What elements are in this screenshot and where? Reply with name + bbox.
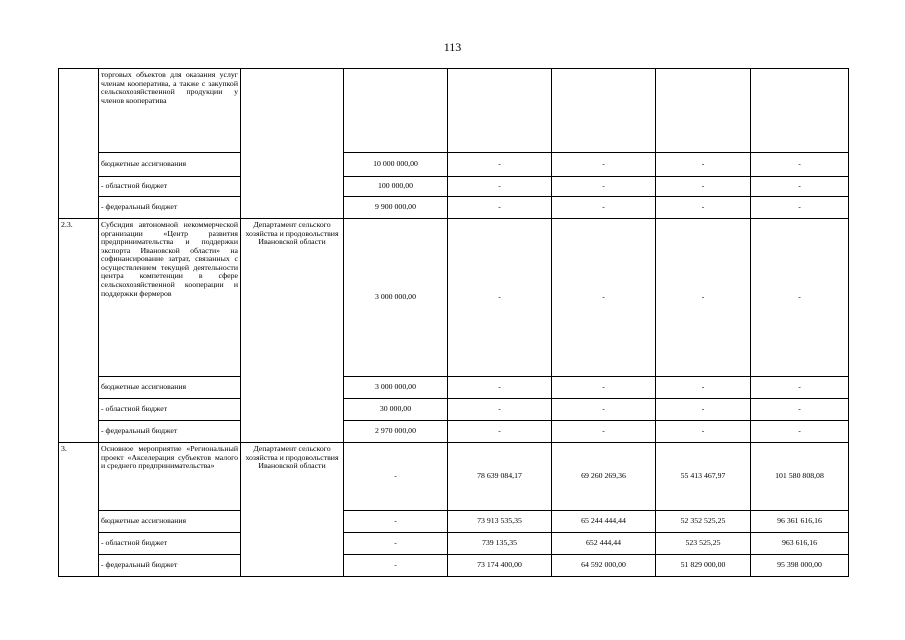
value-cell: 739 135,35	[448, 533, 552, 555]
row-number-cell	[59, 69, 99, 219]
value-cell: -	[448, 153, 552, 177]
value-cell: 10 000 000,00	[344, 153, 448, 177]
value-cell: -	[751, 197, 849, 219]
value-cell: 3 000 000,00	[344, 377, 448, 399]
funding-source-label: - областной бюджет	[99, 533, 241, 555]
row-number-cell: 3.	[59, 443, 99, 577]
value-cell: -	[344, 511, 448, 533]
value-cell: -	[656, 177, 751, 197]
activity-name-cell: торговых объектов для оказания услуг членам кооператива, а также с закупкой сельскохозяйственной продукции у членов кооператива	[99, 69, 241, 153]
value-cell: 30 000,00	[344, 399, 448, 421]
value-cell: -	[552, 197, 656, 219]
activity-name-cell: Основное мероприятие «Региональный проект «Акселерация субъектов малого и среднего предпринимательства»	[99, 443, 241, 511]
value-cell: -	[656, 377, 751, 399]
value-cell: -	[448, 399, 552, 421]
funding-source-label: - областной бюджет	[99, 177, 241, 197]
value-cell: 101 580 808,08	[751, 443, 849, 511]
value-cell	[448, 69, 552, 153]
value-cell: 523 525,25	[656, 533, 751, 555]
value-cell: 95 398 000,00	[751, 555, 849, 577]
value-cell: 64 592 000,00	[552, 555, 656, 577]
value-cell: -	[656, 421, 751, 443]
page-number: 113	[443, 40, 462, 54]
responsible-cell: Департамент сельского хозяйства и продовольствия Ивановской области	[241, 219, 344, 443]
value-cell	[751, 69, 849, 153]
value-cell: -	[448, 197, 552, 219]
value-cell: -	[552, 421, 656, 443]
value-cell: 73 174 400,00	[448, 555, 552, 577]
value-cell: 78 639 084,17	[448, 443, 552, 511]
table-subrow	[59, 153, 849, 177]
table-subrow	[59, 421, 849, 443]
table-subrow	[59, 177, 849, 197]
value-cell: -	[751, 421, 849, 443]
funding-source-label: бюджетные ассигнования	[99, 377, 241, 399]
funding-source-label: - областной бюджет	[99, 399, 241, 421]
value-cell: -	[344, 555, 448, 577]
value-cell: -	[552, 153, 656, 177]
value-cell	[552, 69, 656, 153]
value-cell	[344, 69, 448, 153]
value-cell: -	[751, 153, 849, 177]
table-subrow	[59, 555, 849, 577]
activity-name-cell: Субсидия автономной некоммерческой организации «Центр развития предпринимательства и поддержки экспорта Ивановской области» на софинансирование затрат, связанных с осуществлением текущей деятельности центра компетенции в сфере сельскохозяйственной кооперации и поддержки фермеров	[99, 219, 241, 377]
value-cell: 69 260 269,36	[552, 443, 656, 511]
value-cell: -	[656, 153, 751, 177]
responsible-cell	[241, 69, 344, 219]
value-cell: -	[751, 399, 849, 421]
table-row	[59, 219, 849, 377]
table-subrow	[59, 197, 849, 219]
value-cell: -	[751, 219, 849, 377]
value-cell: -	[656, 219, 751, 377]
value-cell: -	[552, 377, 656, 399]
value-cell: 100 000,00	[344, 177, 448, 197]
table-row	[59, 69, 849, 153]
value-cell: -	[448, 377, 552, 399]
value-cell: -	[448, 421, 552, 443]
budget-table	[58, 68, 849, 577]
value-cell: -	[448, 177, 552, 197]
value-cell: 73 913 535,35	[448, 511, 552, 533]
value-cell: 52 352 525,25	[656, 511, 751, 533]
value-cell: -	[344, 443, 448, 511]
value-cell: -	[344, 533, 448, 555]
value-cell	[656, 69, 751, 153]
value-cell: 55 413 467,97	[656, 443, 751, 511]
value-cell: 9 900 000,00	[344, 197, 448, 219]
table-subrow	[59, 511, 849, 533]
funding-source-label: - федеральный бюджет	[99, 421, 241, 443]
value-cell: -	[656, 399, 751, 421]
value-cell: -	[751, 377, 849, 399]
row-number-cell: 2.3.	[59, 219, 99, 443]
value-cell: -	[751, 177, 849, 197]
funding-source-label: бюджетные ассигнования	[99, 153, 241, 177]
table-row	[59, 443, 849, 511]
value-cell: 3 000 000,00	[344, 219, 448, 377]
funding-source-label: - федеральный бюджет	[99, 555, 241, 577]
value-cell: -	[552, 177, 656, 197]
value-cell: -	[656, 197, 751, 219]
value-cell: -	[552, 399, 656, 421]
value-cell: 2 970 000,00	[344, 421, 448, 443]
value-cell: 652 444,44	[552, 533, 656, 555]
value-cell: -	[448, 219, 552, 377]
value-cell: 96 361 616,16	[751, 511, 849, 533]
funding-source-label: бюджетные ассигнования	[99, 511, 241, 533]
value-cell: -	[552, 219, 656, 377]
table-subrow	[59, 377, 849, 399]
value-cell: 963 616,16	[751, 533, 849, 555]
funding-source-label: - федеральный бюджет	[99, 197, 241, 219]
table-subrow	[59, 533, 849, 555]
value-cell: 51 829 000,00	[656, 555, 751, 577]
table-subrow	[59, 399, 849, 421]
value-cell: 65 244 444,44	[552, 511, 656, 533]
responsible-cell: Департамент сельского хозяйства и продовольствия Ивановской области	[241, 443, 344, 577]
